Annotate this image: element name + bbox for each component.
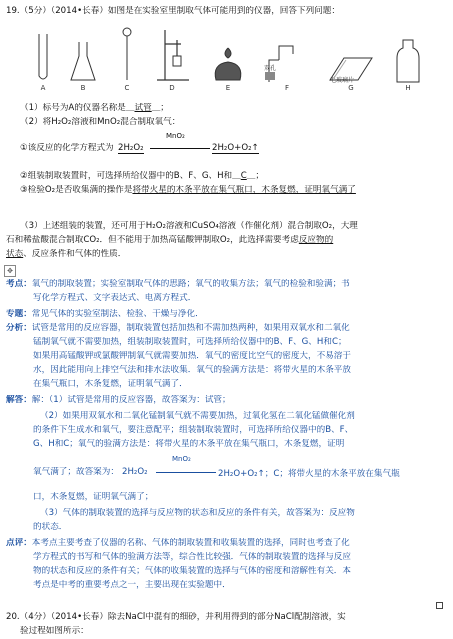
zhuanti-line: 专题：常见气体的实验室制法、检验、干燥与净化． <box>6 309 204 319</box>
kaodian-line-2: 写化学方程式、文字表达式、电离方程式． <box>33 293 197 303</box>
dianping-line-4: 考点是中考的重要考点之一，主要出现在实验题中． <box>33 580 231 590</box>
question-19-part-2c: ③检验O₂是否收集满的操作是将带火星的木条平放在集气瓶口，木条复燃，证明氧气满了 <box>20 185 356 195</box>
jieda-line-7: （3）气体的制取装置的选择与反应物的状态和反应的条件有关，故答案为：反应物 <box>40 508 355 518</box>
fenxi-line-3: 如果用高锰酸钾或氯酸钾制氧气就需要加热．氧气的密度比空气的密度大，不易溶于 <box>33 351 351 361</box>
zhuanti-tag: 专题： <box>6 309 32 319</box>
answer-1: 试管 <box>134 103 152 113</box>
jieda-tag: 解答： <box>6 395 32 405</box>
apparatus-c-letter: C <box>124 84 130 92</box>
fenxi-line-2: 锰制氧气就不需要加热，组装制取装置时，可选择所给仪器中的B、F、G、H和C； <box>33 337 347 347</box>
jieda-line-5a: 氧气满了；故答案为： <box>33 467 119 477</box>
answer-2b: C <box>240 171 247 181</box>
question-19-part-3-line-2: 石和稀盐酸混合制取CO₂．但不能用于加热高锰酸钾制取O₂，此选择需要考虑反应物的 <box>6 235 334 245</box>
kaodian-line-1: 考点：氧气的制取装置；实验室制取气体的思路；氧气的收集方法；氧气的检验和验满；书 <box>6 279 350 289</box>
fenxi-line-1: 分析：试管是常用的反应容器，制取装置包括加热和不需加热两种，如果用双氧水和二氧化 <box>6 323 350 333</box>
apparatus-a-test-tube <box>28 32 58 92</box>
dianping-line-1: 点评：本考点主要考查了仪器的名称、气体的制取装置和收集装置的选择，同时也考查了化 <box>6 538 350 548</box>
answer-3b: 状态 <box>6 249 24 259</box>
jieda-line-8: 的状态． <box>33 522 68 532</box>
apparatus-c-dropper <box>112 26 142 92</box>
equation-left: 2H₂O₂ <box>118 143 144 153</box>
apparatus-g-label: 毛玻璃片 <box>330 77 355 84</box>
fenxi-tag: 分析： <box>6 323 32 333</box>
apparatus-f-label: 双孔 <box>264 65 277 72</box>
equation-prefix: ①该反应的化学方程式为 <box>20 143 114 153</box>
apparatus-d-letter: D <box>169 84 175 92</box>
answer-3a: 反应物的 <box>298 235 334 245</box>
jieda-equation-left: 2H₂O₂ <box>122 467 148 477</box>
dianping-tag: 点评： <box>6 538 32 548</box>
question-20-line-2: 验过程如图所示： <box>20 626 89 636</box>
equation-catalyst: MnO₂ <box>166 132 185 140</box>
apparatus-h-letter: H <box>405 84 411 92</box>
question-19-part-3-line-1: （3）上述组装的装置，还可用于H₂O₂溶液和CuSO₄溶液（作催化剂）混合制取O₂，大理 <box>20 221 358 231</box>
kaodian-tag: 考点： <box>6 279 32 289</box>
move-handle-icon[interactable]: ✥ <box>4 265 16 277</box>
apparatus-b-flask <box>66 40 100 92</box>
apparatus-g-glass-plate <box>324 54 378 92</box>
apparatus-f-letter: F <box>284 84 290 92</box>
apparatus-a-letter: A <box>40 84 46 92</box>
jieda-equation-arrow <box>156 472 216 473</box>
jieda-equation-catalyst: MnO₂ <box>172 455 191 463</box>
question-19-part-2b: ②组装制取装置时，可选择所给仪器中的B、F、G、H和＿C＿； <box>20 171 264 181</box>
question-19-part-3-line-3: 状态、反应条件和气体的性质． <box>6 249 127 259</box>
apparatus-g-letter: G <box>348 84 354 92</box>
end-marker <box>436 602 443 609</box>
answer-2c: 将带火星的木条平放在集气瓶口，木条复燃，证明氧气满了 <box>132 185 356 195</box>
apparatus-b-letter: B <box>80 84 86 92</box>
jieda-line-3: 的条件下生成水和氧气，要注意配平；组装制取装置时，可选择所给仪器中的B、F、 <box>33 425 354 435</box>
apparatus-d-stand <box>150 26 194 92</box>
equation-right: 2H₂O+O₂↑ <box>212 143 259 153</box>
apparatus-f-stopper <box>262 42 312 92</box>
apparatus-e-lamp <box>206 44 250 92</box>
question-20-line-1: 20.（4分）（2014•长春）除去NaCl中混有的细砂，并利用得到的部分NaCl配制溶液，实 <box>6 612 346 622</box>
apparatus-h-gas-bottle <box>388 38 428 92</box>
equation-arrow <box>150 148 210 149</box>
fenxi-line-5: 在集气瓶口，木条复燃，证明氧气满了． <box>33 379 188 389</box>
jieda-line-2: （2）如果用双氧水和二氧化锰制氧气就不需要加热，过氧化氢在二氧化锰做催化剂 <box>40 411 355 421</box>
jieda-line-4: G、H和C；氧气的验满方法是：将带火星的木条平放在集气瓶口，木条复燃，证明 <box>33 439 345 449</box>
jieda-line-1: 解答：解：（1）试管是常用的反应容器，故答案为：试管； <box>6 395 231 405</box>
dianping-line-2: 学方程式的书写和气体的验满方法等，综合性比较强．气体的制取装置的选择与反应 <box>33 552 351 562</box>
question-19-part-2: （2）将H₂O₂溶液和MnO₂混合制取氧气： <box>20 117 181 127</box>
apparatus-figure <box>28 26 438 92</box>
apparatus-e-letter: E <box>225 84 231 92</box>
question-19-part-1: （1）标号为A的仪器名称是＿试管＿； <box>20 103 169 113</box>
fenxi-line-4: 水，因此能用向上排空气法和排水法收集．氧气的验满方法是：将带火星的木条平放 <box>33 365 351 375</box>
jieda-line-6: 口，木条复燃，证明氧气满了； <box>33 492 154 502</box>
jieda-equation-right: 2H₂O+O₂↑；C；将带火星的木条平放在集气瓶 <box>218 469 400 479</box>
question-19-header: 19.（5分）（2014•长春）如图是在实验室里制取气体可能用到的仪器，回答下列问题： <box>6 6 340 16</box>
dianping-line-3: 物的状态和反应的条件有关；气体的收集装置的选择与气体的密度和溶解性有关．本 <box>33 566 351 576</box>
